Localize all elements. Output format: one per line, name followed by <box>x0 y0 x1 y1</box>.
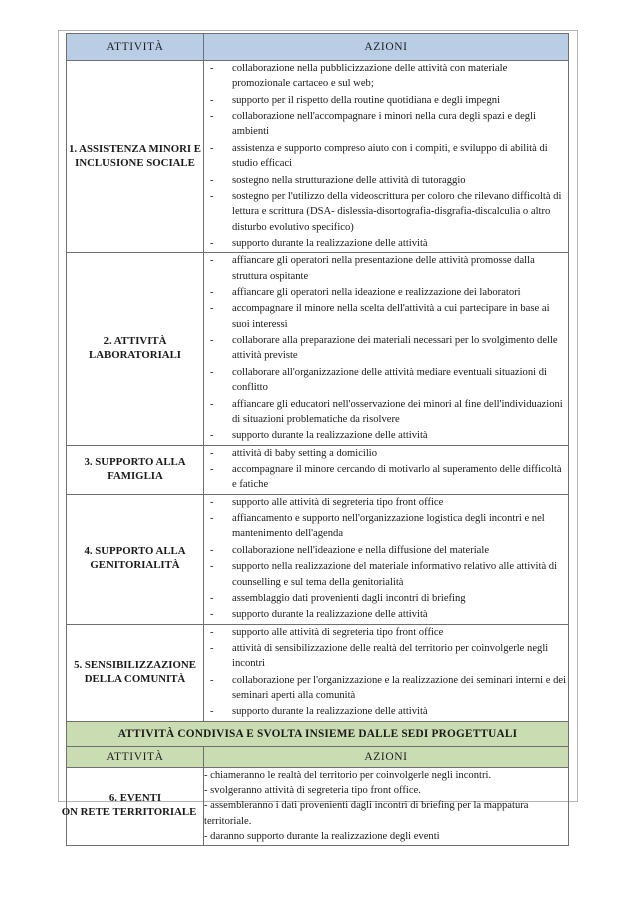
actions-list <box>204 625 568 720</box>
action-item: - supporto durante la realizzazione delle attività <box>204 236 568 251</box>
table-row <box>67 624 569 721</box>
action-item: - collaborazione per l'organizzazione e la realizzazione dei seminari interni e dei seminari aperti alla comunità <box>204 673 568 704</box>
action-item: - collaborazione nell'accompagnare i minori nella cura degli spazi e degli ambienti <box>204 109 568 140</box>
activities-table <box>61 33 569 846</box>
action-item: - assistenza e supporto compreso aiuto con i compiti, e sviluppo di abilità di studio efficaci <box>204 141 568 172</box>
activity-title-line: LABORATORIALI <box>89 348 181 361</box>
action-item: - accompagnare il minore nella scelta dell'attività a cui partecipare in base ai suoi interessi <box>204 301 568 332</box>
action-item: - affiancare gli operatori nella presentazione delle attività promosse dalla struttura ospitante <box>204 253 568 284</box>
activity-cell <box>67 61 204 253</box>
action-item: - collaborare alla preparazione dei materiali necessari per lo svolgimento delle attività previste <box>204 333 568 364</box>
activity-cell <box>67 445 204 494</box>
actions-cell <box>204 253 569 445</box>
header-cell-actions: AZIONI <box>204 34 569 61</box>
action-item: - affiancare gli educatori nell'osservazione dei minori al fine dell'individuazioni di situazioni problematiche da risolvere <box>204 397 568 428</box>
activity-title-line: 1. ASSISTENZA MINORI E <box>68 142 201 155</box>
table-row <box>67 61 569 253</box>
action-item: - collaborare all'organizzazione delle attività mediare eventuali situazioni di conflitto <box>204 365 568 396</box>
actions-cell <box>204 61 569 253</box>
shared-activity-banner: ATTIVITÀ CONDIVISA E SVOLTA INSIEME DALLE SEDI PROGETTUALI <box>67 721 569 746</box>
table-row <box>67 445 569 494</box>
action-item: - collaborazione nell'ideazione e nella diffusione del materiale <box>204 543 568 558</box>
header2-cell-activity: ATTIVITÀ <box>67 746 204 767</box>
actions-cell <box>204 624 569 721</box>
action-item: - svolgeranno attività di segreteria tipo front office. <box>204 785 421 797</box>
actions-list <box>204 61 568 251</box>
table-header-row-2 <box>67 746 569 767</box>
actions-cell <box>204 445 569 494</box>
action-item: - supporto nella realizzazione del materiale informativo relativo alle attività di counselling e sul tema della genitorialità <box>204 559 568 590</box>
action-item: - affiancamento e supporto nell'organizzazione logistica degli incontri e nel mantenimento dell'agenda <box>204 511 568 542</box>
header-cell-activity: ATTIVITÀ <box>67 34 204 61</box>
actions-cell <box>204 767 569 845</box>
action-item: - attività di baby setting a domicilio <box>204 446 568 461</box>
table-row <box>67 767 569 845</box>
action-item: - attività di sensibilizzazione delle realtà del territorio per coinvolgerle negli incontri <box>204 641 568 672</box>
activity-title-line: 6. EVENTI <box>108 792 162 805</box>
banner-row <box>67 721 569 746</box>
action-item: - accompagnare il minore cercando di motivarlo al superamento delle difficoltà e fatiche <box>204 462 568 493</box>
action-item: - supporto durante la realizzazione delle attività <box>204 704 568 719</box>
activity-title-line: DELLA COMUNITÀ <box>84 672 186 685</box>
action-item: - supporto durante la realizzazione delle attività <box>204 428 568 443</box>
table-header-row <box>67 34 569 61</box>
activity-title-line: 3. SUPPORTO ALLA <box>84 455 186 468</box>
activity-cell <box>67 253 204 445</box>
action-item: - chiameranno le realtà del territorio per coinvolgerle negli incontri. <box>204 769 492 781</box>
action-item: - supporto alle attività di segreteria tipo front office <box>204 495 568 510</box>
action-item: - supporto durante la realizzazione delle attività <box>204 607 568 622</box>
action-item: - affiancare gli operatori nella ideazione e realizzazione dei laboratori <box>204 285 568 300</box>
activity-title-line: FAMIGLIA <box>107 469 163 482</box>
action-item: - supporto per il rispetto della routine quotidiana e degli impegni <box>204 93 568 108</box>
activity-title-line: GENITORIALITÀ <box>90 559 180 572</box>
activity-cell <box>61 767 204 845</box>
action-item: - assemblaggio dati provenienti dagli incontri di briefing <box>204 591 568 606</box>
actions-list <box>204 446 568 493</box>
activity-title-line: ON RETE TERRITORIALE <box>61 806 197 819</box>
activity-cell <box>67 624 204 721</box>
activity-cell <box>67 494 204 624</box>
table-row <box>67 494 569 624</box>
activity-title-line: 2. ATTIVITÀ <box>103 335 167 348</box>
activity-title-line: 4. SUPPORTO ALLA <box>84 545 186 558</box>
action-item: - assembleranno i dati provenienti dagli incontri di briefing per la mappatura territoriale. <box>204 800 529 827</box>
action-item: - collaborazione nella pubblicizzazione delle attività con materiale promozionale cartaceo e sul web; <box>204 61 568 92</box>
actions-cell <box>204 494 569 624</box>
table-row <box>67 253 569 445</box>
activity-title-line: 5. SENSIBILIZZAZIONE <box>74 658 196 671</box>
activity-title-line: INCLUSIONE SOCIALE <box>75 156 195 169</box>
action-item: - supporto alle attività di segreteria tipo front office <box>204 625 568 640</box>
document-body <box>61 33 568 846</box>
actions-list <box>204 253 568 443</box>
action-item: - sostegno per l'utilizzo della videoscrittura per coloro che rilevano difficoltà di lettura e scrittura (DSA- dislessia-disortografia-disgrafia-discalculia o altro disturbo evolutivo specifico) <box>204 189 568 235</box>
actions-list <box>204 495 568 623</box>
header2-cell-actions: AZIONI <box>204 746 569 767</box>
action-item: - daranno supporto durante la realizzazione degli eventi <box>204 831 440 843</box>
action-item: - sostegno nella strutturazione delle attività di tutoraggio <box>204 173 568 188</box>
